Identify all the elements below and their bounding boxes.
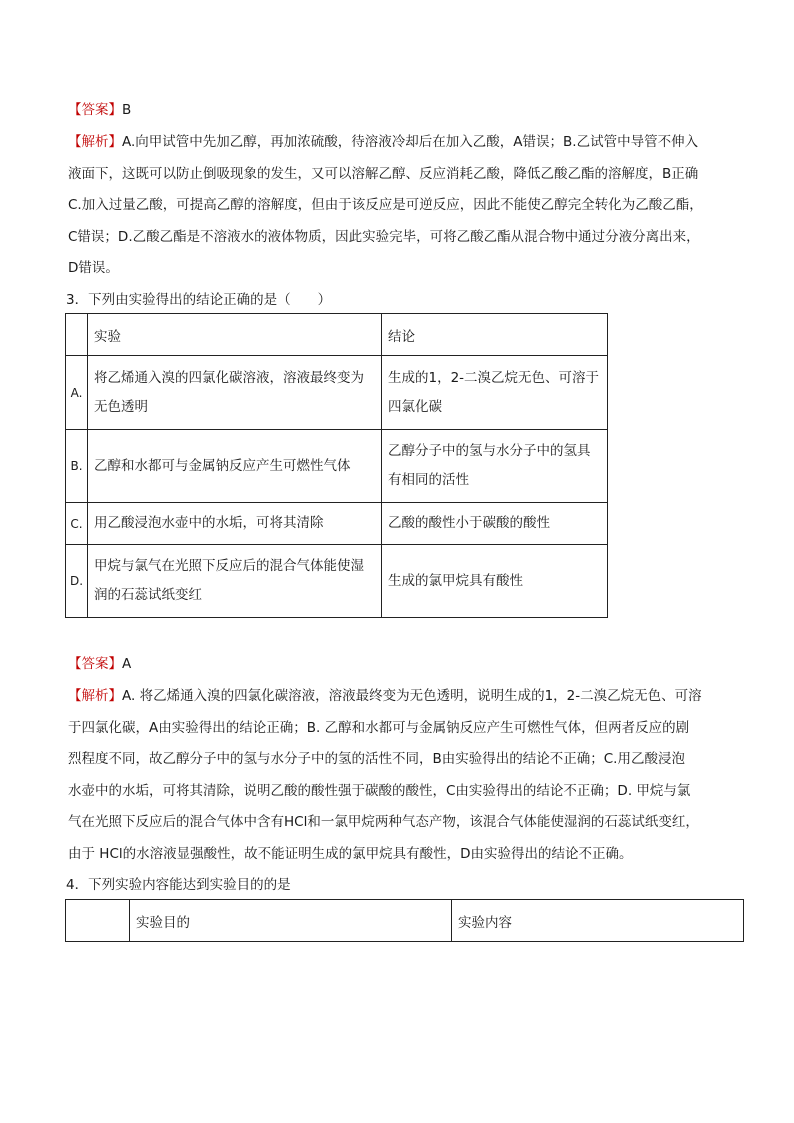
q3-table: [65, 313, 608, 618]
conclusion-cell: 生成的氯甲烷具有酸性: [382, 545, 608, 618]
analysis-line: 于四氯化碳，A由实验得出的结论正确；B. 乙醇和水都可与金属钠反应产生可燃性气体，但两者反应的剧: [68, 719, 690, 736]
analysis-line: C.加入过量乙酸，可提高乙醇的溶解度，但由于该反应是可逆反应，因此不能使乙醇完全转化为乙酸乙酯，: [68, 197, 703, 213]
experiment-cell: 用乙酸浸泡水壶中的水垢，可将其清除: [88, 503, 382, 545]
table-header-row: [66, 900, 744, 942]
conclusion-cell: 乙醇分子中的氢与水分子中的氢具 有相同的活性: [382, 430, 608, 503]
q3-analysis: [68, 681, 728, 870]
q4-title: 4．下列实验内容能达到实验目的的是: [66, 877, 291, 893]
answer-tag: 【答案】: [68, 102, 122, 118]
analysis-tag: 【解析】: [68, 134, 122, 150]
q2-analysis: [68, 127, 728, 285]
experiment-cell: 将乙烯通入溴的四氯化碳溶液，溶液最终变为 无色透明: [88, 356, 382, 430]
answer-value: A: [122, 656, 132, 672]
analysis-line: 【解析】A.向甲试管中先加乙醇，再加浓硫酸，待溶液冷却后在加入乙酸，A错误；B.乙试管中导管不伸入: [68, 134, 699, 150]
answer-tag: 【答案】: [68, 656, 122, 672]
conclusion-cell: 生成的1，2-二溴乙烷无色、可溶于 四氯化碳: [382, 356, 608, 430]
table-row: [66, 545, 608, 618]
analysis-line: 由于 HCl的水溶液显强酸性，故不能证明生成的氯甲烷具有酸性，D由实验得出的结论不正确。: [68, 845, 633, 862]
q3-title: 3．下列由实验得出的结论正确的是（ ）: [66, 292, 332, 308]
header-blank: [66, 314, 88, 356]
analysis-line: D错误。: [68, 260, 119, 276]
answer-value: B: [122, 102, 132, 118]
header-conclusion: 结论: [382, 314, 608, 356]
q3-answer: [68, 649, 728, 681]
header-experiment: 实验: [88, 314, 382, 356]
table-row: [66, 356, 608, 430]
header-content: 实验内容: [452, 900, 744, 942]
table-header-row: [66, 314, 608, 356]
analysis-line: 液面下，这既可以防止倒吸现象的发生，又可以溶解乙醇、反应消耗乙酸，降低乙酸乙酯的溶解度，B正确: [68, 165, 699, 182]
experiment-cell: 甲烷与氯气在光照下反应后的混合气体能使湿 润的石蕊试纸变红: [88, 545, 382, 618]
analysis-tag: 【解析】: [68, 688, 122, 704]
q4-table: [65, 899, 744, 942]
header-blank: [66, 900, 130, 942]
analysis-line: 气在光照下反应后的混合气体中含有HCl和一氯甲烷两种气态产物，该混合气体能使湿润的石蕊试纸变红，: [68, 814, 699, 830]
analysis-line: C错误；D.乙酸乙酯是不溶液水的液体物质，因此实验完毕，可将乙酸乙酯从混合物中通过分液分离出来，: [68, 228, 700, 245]
table-row: [66, 503, 608, 545]
analysis-line: 【解析】A. 将乙烯通入溴的四氯化碳溶液，溶液最终变为无色透明，说明生成的1，2-二溴乙烷无色、可溶: [68, 688, 702, 704]
analysis-line: 烈程度不同，故乙醇分子中的氢与水分子中的氢的活性不同，B由实验得出的结论不正确；C.用乙酸浸泡: [68, 751, 685, 767]
row-label: C.: [66, 503, 88, 545]
analysis-line: 水壶中的水垢，可将其清除，说明乙酸的酸性强于碳酸的酸性，C由实验得出的结论不正确；D. 甲烷与氯: [68, 782, 691, 799]
conclusion-cell: 乙酸的酸性小于碳酸的酸性: [382, 503, 608, 545]
row-label: B.: [66, 430, 88, 503]
experiment-cell: 乙醇和水都可与金属钠反应产生可燃性气体: [88, 430, 382, 503]
row-label: D.: [66, 545, 88, 618]
header-purpose: 实验目的: [130, 900, 452, 942]
row-label: A.: [66, 356, 88, 430]
q2-answer: [68, 95, 728, 127]
table-row: [66, 430, 608, 503]
